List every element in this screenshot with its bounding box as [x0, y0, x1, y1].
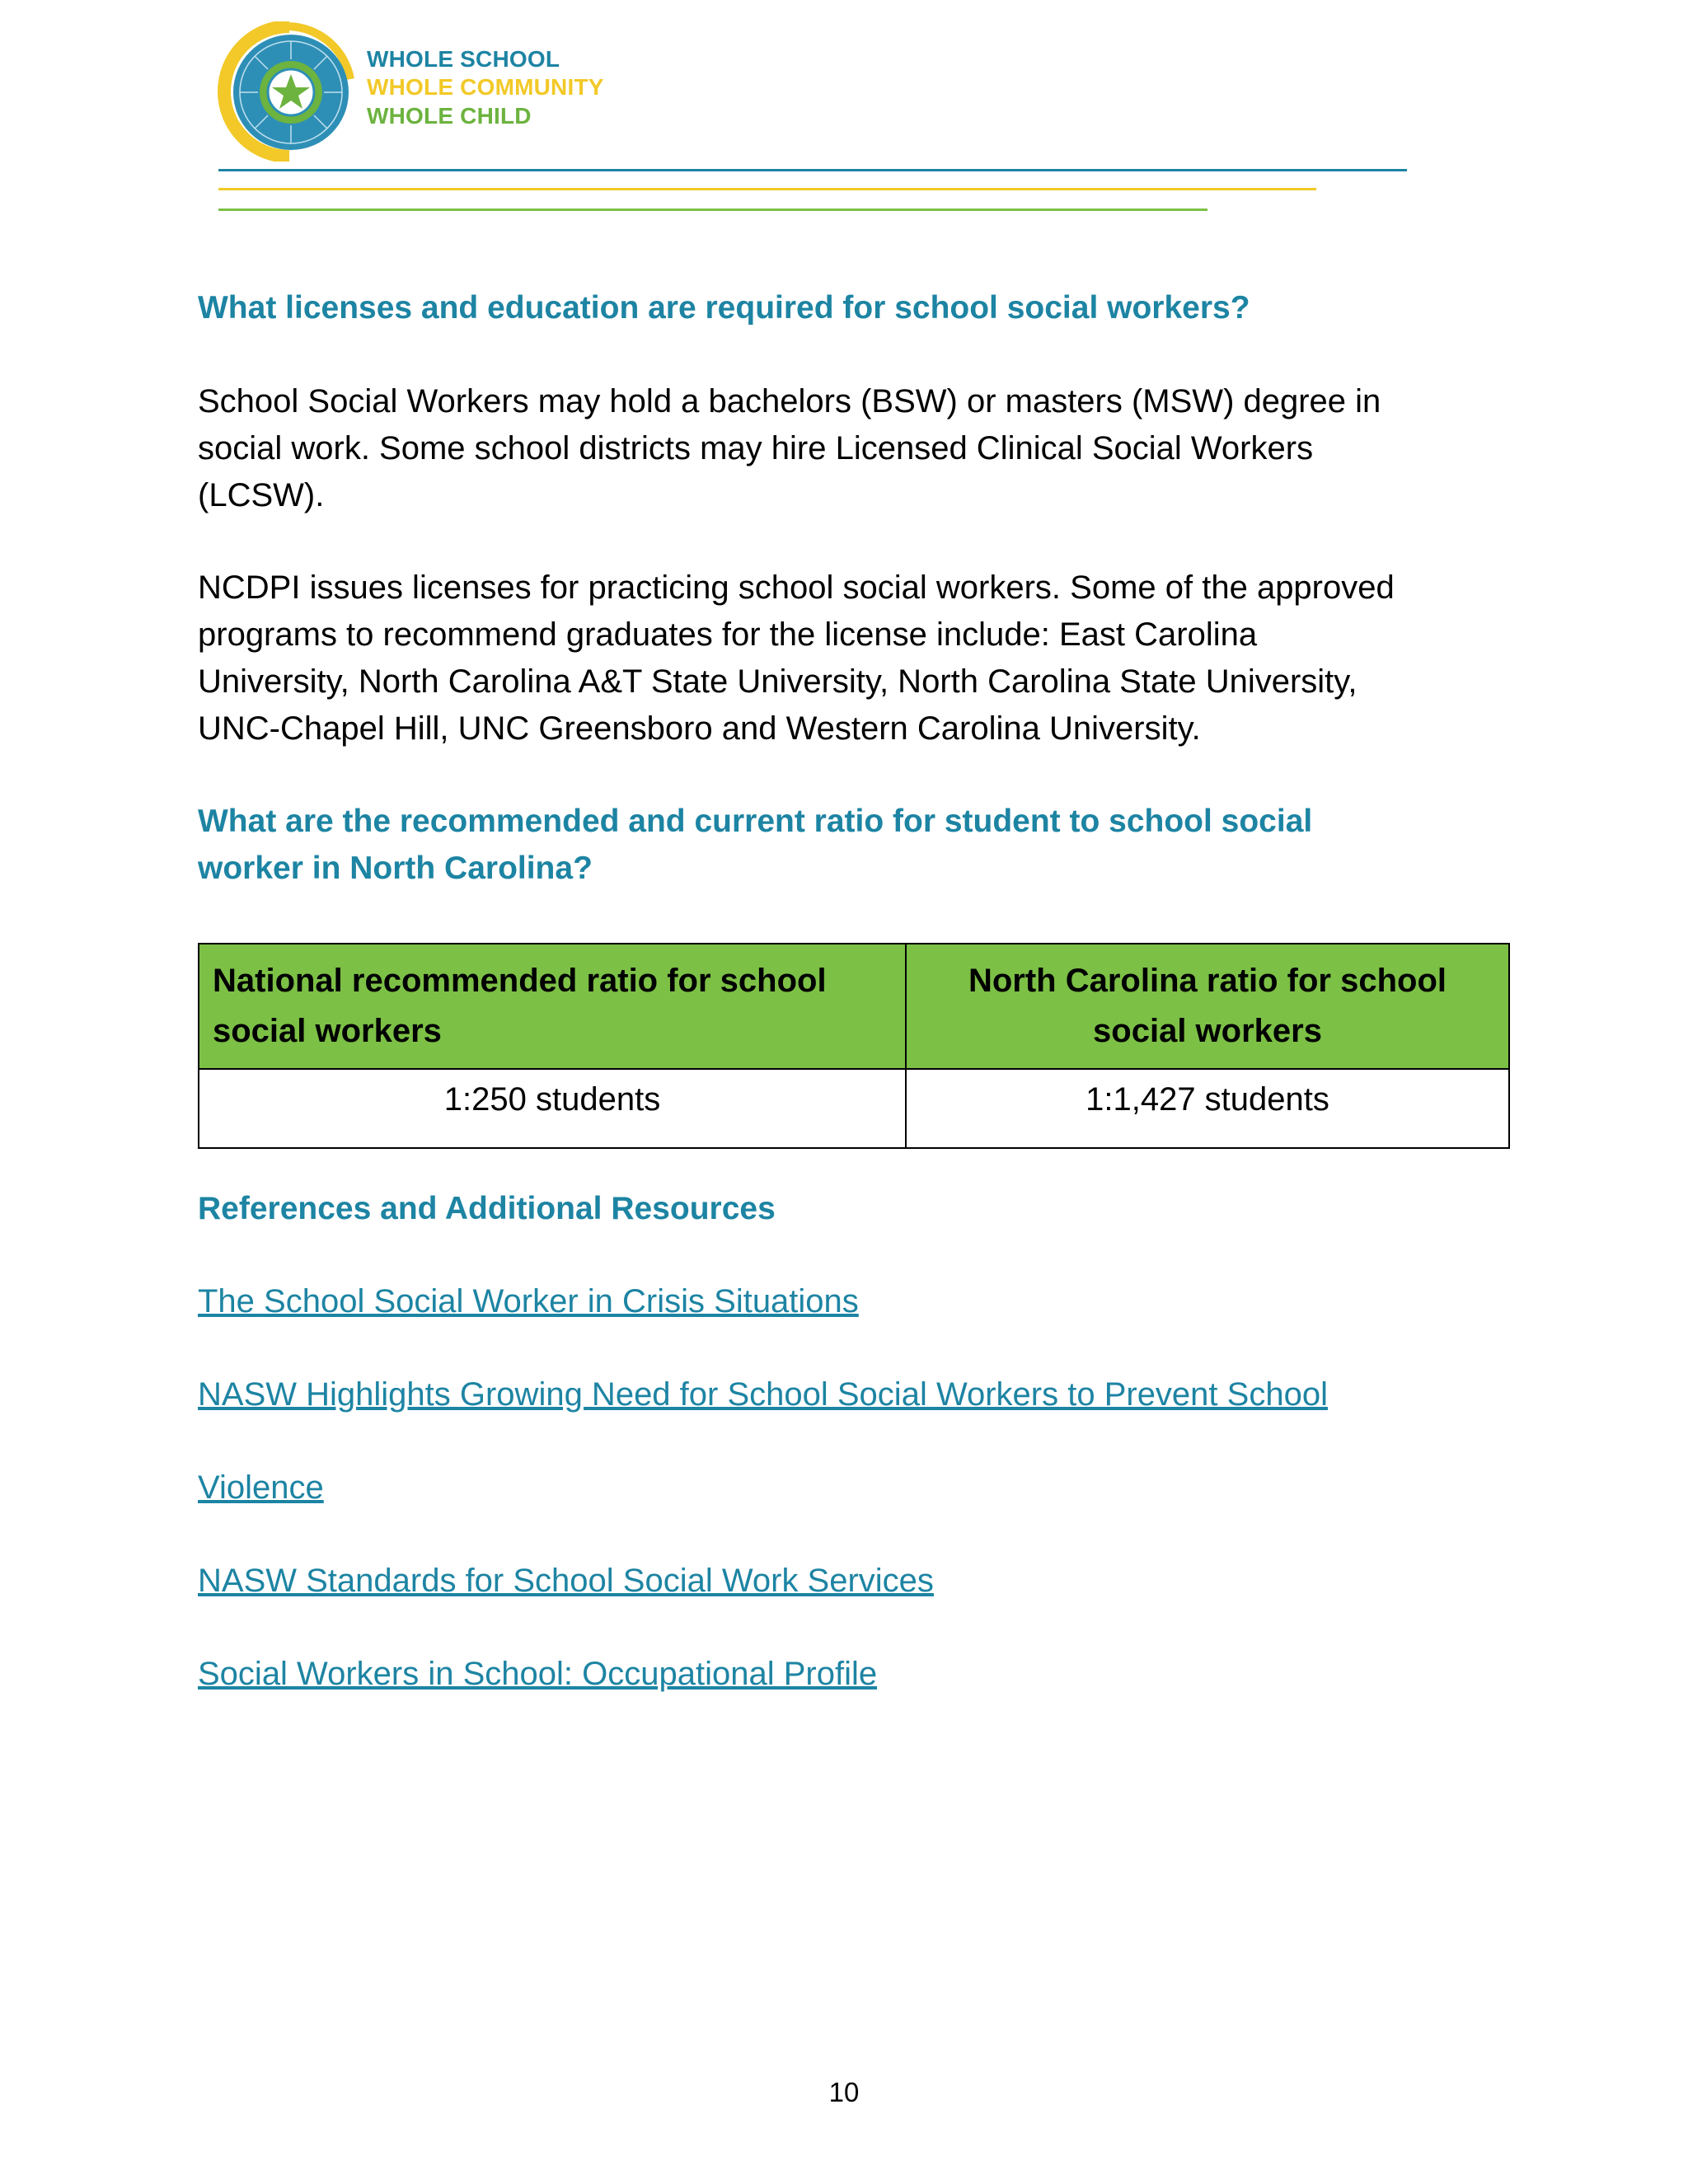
degree-paragraph-line: School Social Workers may hold a bachelors (BSW) or masters (MSW) degree in: [198, 383, 1381, 419]
link-occupational-profile[interactable]: Social Workers in School: Occupational Profile: [198, 1656, 878, 1692]
wscc-logo-icon: [210, 21, 359, 162]
page-number: 10: [828, 2077, 860, 2107]
header-rule-blue: [218, 169, 1407, 171]
ncdpi-paragraph-line: programs to recommend graduates for the license include: East Carolina: [198, 616, 1258, 653]
logo-line-whole-community: WHOLE COMMUNITY: [367, 74, 604, 100]
nc-ratio-header: [906, 944, 1509, 1069]
ratio-heading-line: worker in North Carolina?: [198, 851, 593, 886]
degree-paragraph-line: (LCSW).: [198, 477, 325, 513]
ratio-heading: [198, 798, 1550, 892]
ratio-table-header-row: [199, 944, 1509, 1069]
ratio-heading-line: What are the recommended and current ratio for student to school social: [198, 804, 1313, 839]
logo-line-whole-child: WHOLE CHILD: [367, 103, 532, 129]
degree-paragraph-line: social work. Some school districts may hire Licensed Clinical Social Workers: [198, 430, 1314, 466]
ncdpi-paragraph-line: UNC-Chapel Hill, UNC Greensboro and Western Carolina University.: [198, 710, 1201, 747]
national-ratio-value: 1:250 students: [199, 1069, 906, 1148]
national-ratio-header: [199, 944, 906, 1069]
logo-line-whole-school: WHOLE SCHOOL: [367, 46, 560, 72]
header-text-line: National recommended ratio for school: [213, 963, 827, 999]
header-rule-yellow: [218, 188, 1316, 190]
degree-paragraph: [198, 378, 1566, 519]
header-text-line: social workers: [213, 1013, 442, 1049]
references-heading: References and Additional Resources: [198, 1191, 776, 1226]
link-nasw-standards[interactable]: NASW Standards for School Social Work Services: [198, 1563, 934, 1599]
header-text-line: social workers: [1093, 1013, 1322, 1049]
nc-ratio-value: 1:1,427 students: [906, 1069, 1509, 1148]
header-text-line: North Carolina ratio for school: [968, 963, 1447, 999]
table-row: [199, 1069, 1509, 1148]
licenses-heading: What licenses and education are required for school social workers?: [198, 290, 1250, 326]
link-crisis-situations[interactable]: The School Social Worker in Crisis Situations: [198, 1283, 859, 1319]
link-nasw-growing-need[interactable]: NASW Highlights Growing Need for School Social Workers to Prevent School: [198, 1376, 1328, 1413]
header-rule-green: [218, 209, 1207, 211]
link-nasw-growing-need-continued[interactable]: Violence: [198, 1469, 324, 1506]
ncdpi-paragraph-line: NCDPI issues licenses for practicing school social workers. Some of the approved: [198, 569, 1395, 606]
ncdpi-paragraph: [198, 565, 1566, 752]
ncdpi-paragraph-line: University, North Carolina A&T State University, North Carolina State University,: [198, 663, 1357, 700]
ratio-table: [198, 943, 1510, 1149]
